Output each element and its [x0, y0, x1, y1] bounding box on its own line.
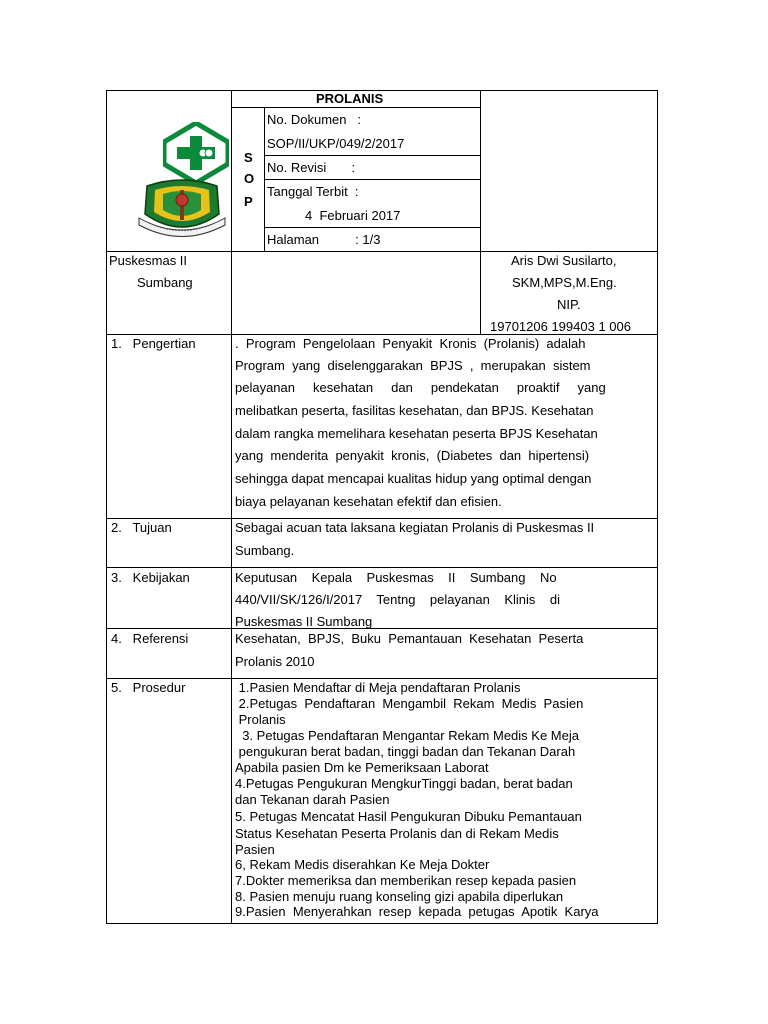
pengertian-line: biaya pelayanan kesehatan efektif dan efisien. [235, 494, 502, 509]
org-name-line1: Puskesmas II [109, 253, 188, 268]
nip-label: NIP. [557, 297, 581, 312]
document-title: PROLANIS [316, 91, 384, 106]
section-label-referensi: 4. Referensi [111, 631, 189, 646]
prosedur-line: Apabila pasien Dm ke Pemeriksaan Laborat [235, 760, 489, 775]
tujuan-line: Sumbang. [235, 543, 295, 558]
prosedur-line: pengukuran berat badan, tinggi badan dan Tekanan Darah [235, 744, 576, 759]
prosedur-line: Pasien [235, 842, 275, 857]
prosedur-line: 9.Pasien Menyerahkan resep kepada petugas Apotik Karya [235, 904, 599, 919]
prosedur-line: 7.Dokter memeriksa dan memberikan resep kepada pasien [235, 873, 577, 888]
kebijakan-line: Keputusan Kepala Puskesmas II Sumbang No [235, 570, 557, 585]
pengertian-line: dalam rangka memelihara kesehatan peserta BPJS Kesehatan [235, 426, 598, 441]
sop-letter-s: S [244, 150, 253, 165]
referensi-line: Kesehatan, BPJS, Buku Pemantauan Kesehatan Peserta [235, 631, 584, 646]
prosedur-line: Prolanis [235, 712, 286, 727]
no-dokumen-value: SOP/II/UKP/049/2/2017 [267, 136, 405, 151]
prosedur-line: 1.Pasien Mendaftar di Meja pendaftaran Prolanis [235, 680, 521, 695]
kebijakan-line: 440/VII/SK/126/I/2017 Tentng pelayanan Klinis di [235, 592, 560, 607]
tanggal-terbit-value: 4 Februari 2017 [305, 208, 401, 223]
prosedur-line: Status Kesehatan Peserta Prolanis dan di Rekam Medis [235, 826, 559, 841]
signer-name: Aris Dwi Susilarto, [511, 253, 617, 268]
section-label-prosedur: 5. Prosedur [111, 680, 186, 695]
referensi-line: Prolanis 2010 [235, 654, 315, 669]
kebijakan-line: Puskesmas II Sumbang [235, 614, 373, 629]
org-name-line2: Sumbang [137, 275, 193, 290]
signer-title: SKM,MPS,M.Eng. [512, 275, 617, 290]
halaman: Halaman : 1/3 [267, 232, 381, 247]
sop-letter-o: O [244, 171, 255, 186]
no-dokumen-label: No. Dokumen : [267, 112, 361, 127]
pengertian-line: Program yang diselenggarakan BPJS , merupakan sistem [235, 358, 591, 373]
no-revisi: No. Revisi : [267, 160, 356, 175]
prosedur-line: 3. Petugas Pendaftaran Mengantar Rekam Medis Ke Meja [235, 728, 579, 743]
prosedur-line: 5. Petugas Mencatat Hasil Pengukuran Dibuku Pemantauan [235, 809, 582, 824]
pengertian-line: pelayanan kesehatan dan pendekatan proaktif yang [235, 380, 606, 395]
prosedur-line: 2.Petugas Pendaftaran Mengambil Rekam Medis Pasien [235, 696, 584, 711]
pengertian-line: . Program Pengelolaan Penyakit Kronis (Prolanis) adalah [235, 336, 586, 351]
nip-value: 19701206 199403 1 006 [490, 319, 631, 334]
tujuan-line: Sebagai acuan tata laksana kegiatan Prolanis di Puskesmas II [235, 520, 595, 535]
health-cross-logo-icon [163, 122, 229, 184]
pengertian-line: melibatkan peserta, fasilitas kesehatan, dan BPJS. Kesehatan [235, 403, 594, 418]
sop-letter-p: P [244, 194, 253, 209]
prosedur-line: 4.Petugas Pengukuran MengkurTinggi badan, berat badan [235, 776, 573, 791]
prosedur-line: 8. Pasien menuju ruang konseling gizi apabila diperlukan [235, 889, 564, 904]
section-label-pengertian: 1. Pengertian [111, 336, 196, 351]
pengertian-line: yang menderita penyakit kronis, (Diabetes dan hipertensi) [235, 448, 590, 463]
prosedur-line: 6, Rekam Medis diserahkan Ke Meja Dokter [235, 857, 490, 872]
tanggal-terbit-label: Tanggal Terbit : [267, 184, 359, 199]
section-label-tujuan: 2. Tujuan [111, 520, 172, 535]
section-label-kebijakan: 3. Kebijakan [111, 570, 190, 585]
pengertian-line: sehingga dapat mencapai kualitas hidup yang optimal dengan [235, 471, 592, 486]
prosedur-line: dan Tekanan darah Pasien [235, 792, 390, 807]
regional-emblem-logo-icon [135, 178, 229, 238]
